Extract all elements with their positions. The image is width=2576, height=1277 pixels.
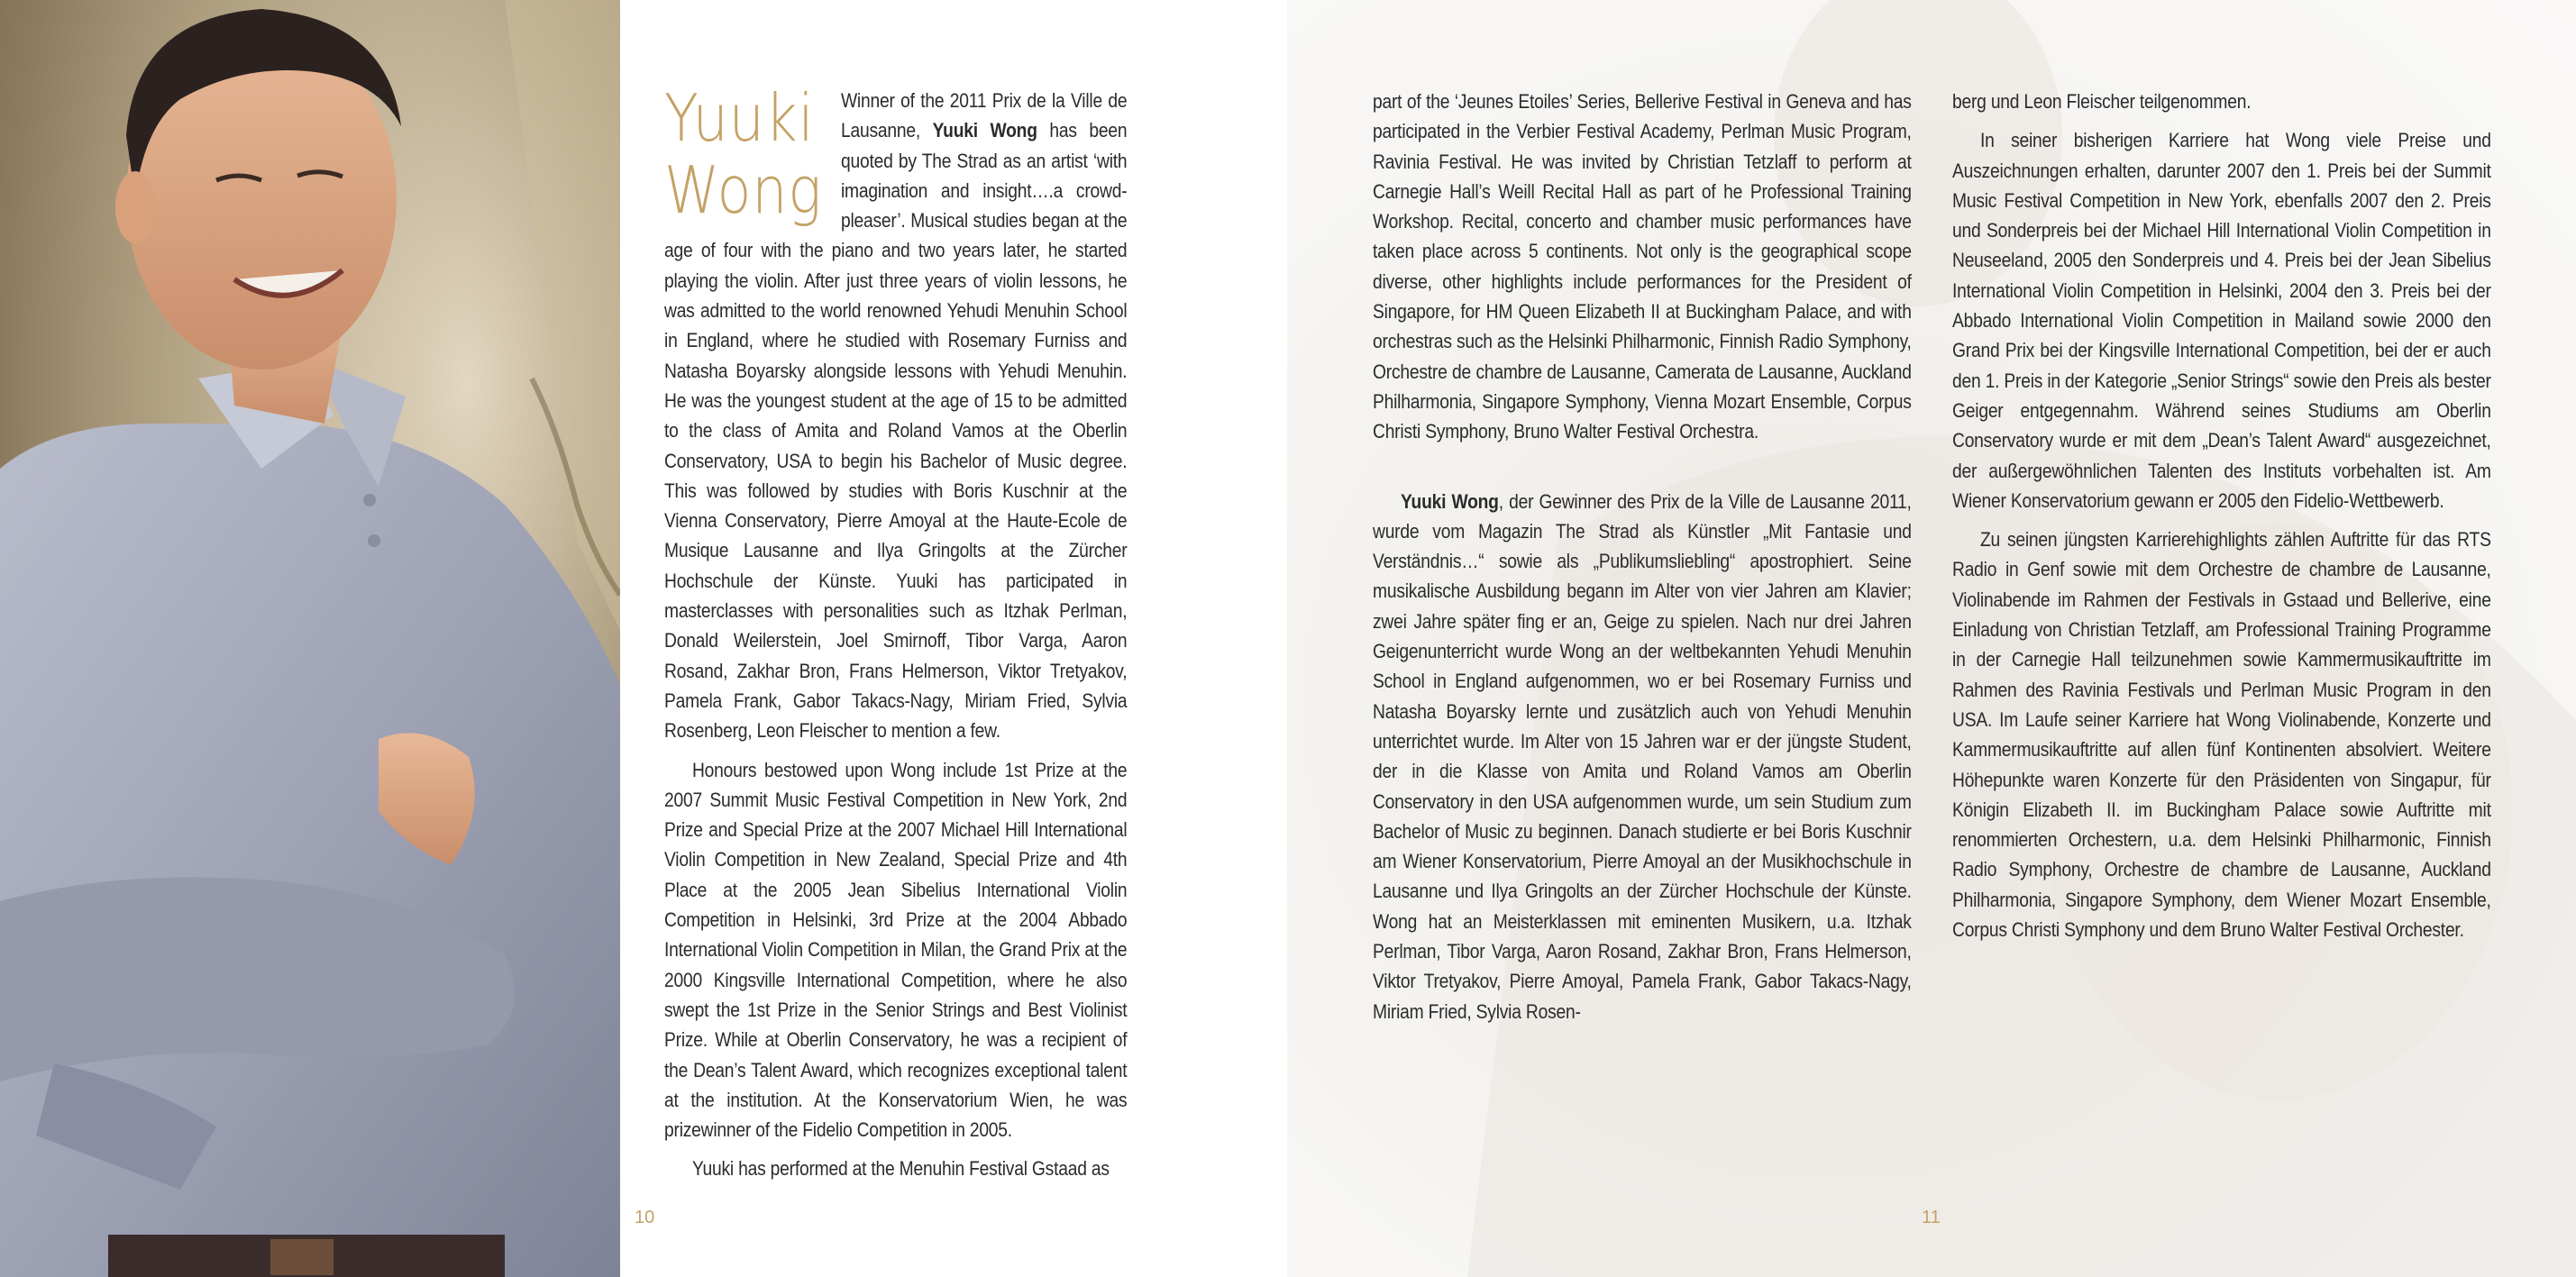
intro-bold-name: Yuuki Wong [932,119,1037,142]
paragraph-german-continued: berg und Leon Fleischer teilgenommen. [1952,90,2252,113]
artist-last-name: Wong [664,152,823,228]
portrait-photo [0,0,620,1277]
german-bold-name: Yuuki Wong [1400,489,1499,513]
page-number-right: 11 [1922,1208,1941,1227]
portrait-illustration [0,0,620,1277]
intro-text-start: Winner of the 2011 Prix de la Ville de Lausanne, [840,89,1128,142]
intro-text-rest: has been quoted by The Strad as an artist ‘with imagination and insight….a crowd-pleaser’. Musical studies began at the age of four with the piano and two years later, he started playing the violin. After just three years of violin lessons, he was admitted to the world renowned Yehudi Menuhin School in England, where he studied with Rosemary Furniss and Natasha Boyarsky alongside lessons with Yehudi Menuhin. He was the youngest student at the age of 15 to be admitted to the class of Amita and Roland Vamos at the Oberlin Conservatory, USA to begin his Bachelor of Music degree. This was followed by studies with Boris Kuschnir at the Vienna Conservatory, Pierre Amoyal at the Haute-Ecole de Musique Lausanne and Ilya Gringolts at the Zürcher Hochschule der Künste. Yuuki has participated in masterclasses with personalities such as Itzhak Perlman, Donald Weilerstein, Joel Smirnoff, Tibor Varga, Aaron Rosand, Zakhar Bron, Frans Helmerson, Viktor Tretyakov, Pamela Frank, Gabor Takacs-Nagy, Miriam Fried, Sylvia Rosenberg, Leon Fleischer to mention a few. [664,119,1128,743]
paragraph-honours: Honours bestowed upon Wong include 1st Prize at the 2007 Summit Music Festival Competition in New York, 2nd Prize and Special Prize at the 2007 Michael Hill International Violin Competition in New Zealand, Special Prize and 4th Place at the 2005 Jean Sibelius International Violin Competition in Helsinki, 3rd Prize at the 2004 Abbado International Violin Competition in Milan, the Grand Prix at the 2000 Kingsville International Competition, where he also swept the 1st Prize in the Senior Strings and Best Violinist Prize. While at Oberlin Conservatory, he was a recipient of the Dean’s Talent Award, which recognizes exceptional talent at the institution. At the Konservatorium Wien, he was prizewinner of the Fidelio Competition in 2005. [664,758,1128,1142]
page-number-left: 10 [635,1208,655,1227]
german-intro-text: , der Gewinner des Prix de la Ville de Lausanne 2011, wurde vom Magazin The Strad als Künstler „Mit Fantasie und Verständnis…“ sowie als „Publikumsliebling“ apostrophiert. Seine musikalische Ausbildung begann im Alter von vier Jahren am Klavier; zwei Jahre später fing er an, Geige zu spielen. Nach nur drei Jahren Geigenunterricht wurde Wong an der weltbekannten Yehudi Menuhin School in England aufgenommen, wo er bei Rosemary Furniss und Natasha Boyarsky lernte und zusätzlich auch von Yehudi Menuhin unterrichtet wurde. Im Alter von 15 Jahren war er der jüngste Student, der in die Klasse von Amita und Roland Vamos am Oberlin Conservatory in den USA aufgenommen wurde, um sein Studium zum Bachelor of Music zu beginnen. Danach studierte er bei Boris Kuschnir am Wiener Konservatorium, Pierre Amoyal an der Musikhochschule in Lausanne und Ilya Gringolts an der Zürcher Hochschule der Künste. Wong hat an Meisterklassen mit eminenten Musikern, u.a. Itzhak Perlman, Tibor Varga, Aaron Rosand, Zakhar Bron, Frans Helmerson, Viktor Tretyakov, Pierre Amoyal, Pamela Frank, Gabor Takacs-Nagy, Miriam Fried, Sylvia Rosen- [1373,489,1912,1023]
paragraph-german-honours: In seiner bisherigen Karriere hat Wong viele Preise und Auszeichnungen erhalten, darunter 2007 den 1. Preis bei der Summit Music Festival Competition in New York, ebenfalls 2007 den 2. Preis und Sonderpreis bei der Michael Hill International Violin Competition in Neuseeland, 2005 den Sonderpreis und 4. Preis bei der Jean Sibelius International Violin Competition in Helsinki, 2004 den 3. Preis bei der Abbado International Violin Competition in Mailand sowie 2000 den Grand Prix bei der Kingsville International Competition, bei der er auch den 1. Preis in der Kategorie „Senior Strings“ sowie den Preis als bester Geiger entgegennahm. Während seines Studiums am Oberlin Conservatory wurde er mit dem „Dean’s Talent Award“ ausgezeichnet, der außergewöhnlichen Talenten des Instituts vorbehalten ist. Am Wiener Konservatorium gewann er 2005 den Fidelio-Wettbewerb. [1952,129,2491,512]
biography-english-column-2-and-german-column-1 [1373,87,1912,1026]
paragraph-german-intro [1373,487,1912,1026]
artist-name-heading [664,82,822,226]
paragraph-german-highlights: Zu seinen jüngsten Karrierehighlights zählen Auftritte für das RTS Radio in Genf sowie mit dem Orchestre de chambre de Lausanne, Violinabende im Rahmen der Festivals in Gstaad und Bellerive, eine Einladung von Christian Tetzlaff, am Professional Training Programme in der Carnegie Hall teilzunehmen sowie Kammermusikauftritte im Rahmen des Ravinia Festivals und Perlman Music Program in den USA. Im Laufe seiner Karriere hat Wong Violinabende, Konzerte und Kammermusikauftritte auf allen fünf Kontinenten absolviert. Weitere Höhepunkte waren Konzerte für den Präsidenten von Singapur, für Königin Elizabeth II. im Buckingham Palace sowie Auftritte mit renommierten Orchestern, u.a. dem Helsinki Philharmonic, Finnish Radio Symphony, Orchestre de chambre de Lausanne, Auckland Philharmonia, Singapore Symphony, dem Wiener Mozart Ensemble, Corpus Christi Symphony und dem Bruno Walter Festival Orchester. [1952,528,2491,942]
biography-english-column-1 [664,80,1128,1184]
paragraph-performances-continued: part of the ‘Jeunes Etoiles’ Series, Bellerive Festival in Geneva and has participated in the Verbier Festival Academy, Perlman Music Program, Ravinia Festival. He was invited by Christian Tetzlaff to perform at Carnegie Hall’s Weill Recital Hall as part of he Professional Training Workshop. Recital, concerto and chamber music performances have taken place across 5 continents. Not only is the geographical scope diverse, other highlights include performances for the President of Singapore, for HM Queen Elizabeth II at Buckingham Palace, and with orchestras such as the Helsinki Philharmonic, Finnish Radio Symphony, Orchestre de chambre de Lausanne, Camerata de Lausanne, Auckland Philharmonia, Singapore Symphony, Vienna Mozart Ensemble, Corpus Christi Symphony, Bruno Walter Festival Orchestra. [1373,90,1912,443]
artist-first-name: Yuuki [664,80,815,156]
paragraph-performances-start: Yuuki has performed at the Menuhin Festival Gstaad as [691,1157,1110,1181]
paragraph-intro [664,80,1128,746]
biography-german-column-2 [1952,87,2491,944]
